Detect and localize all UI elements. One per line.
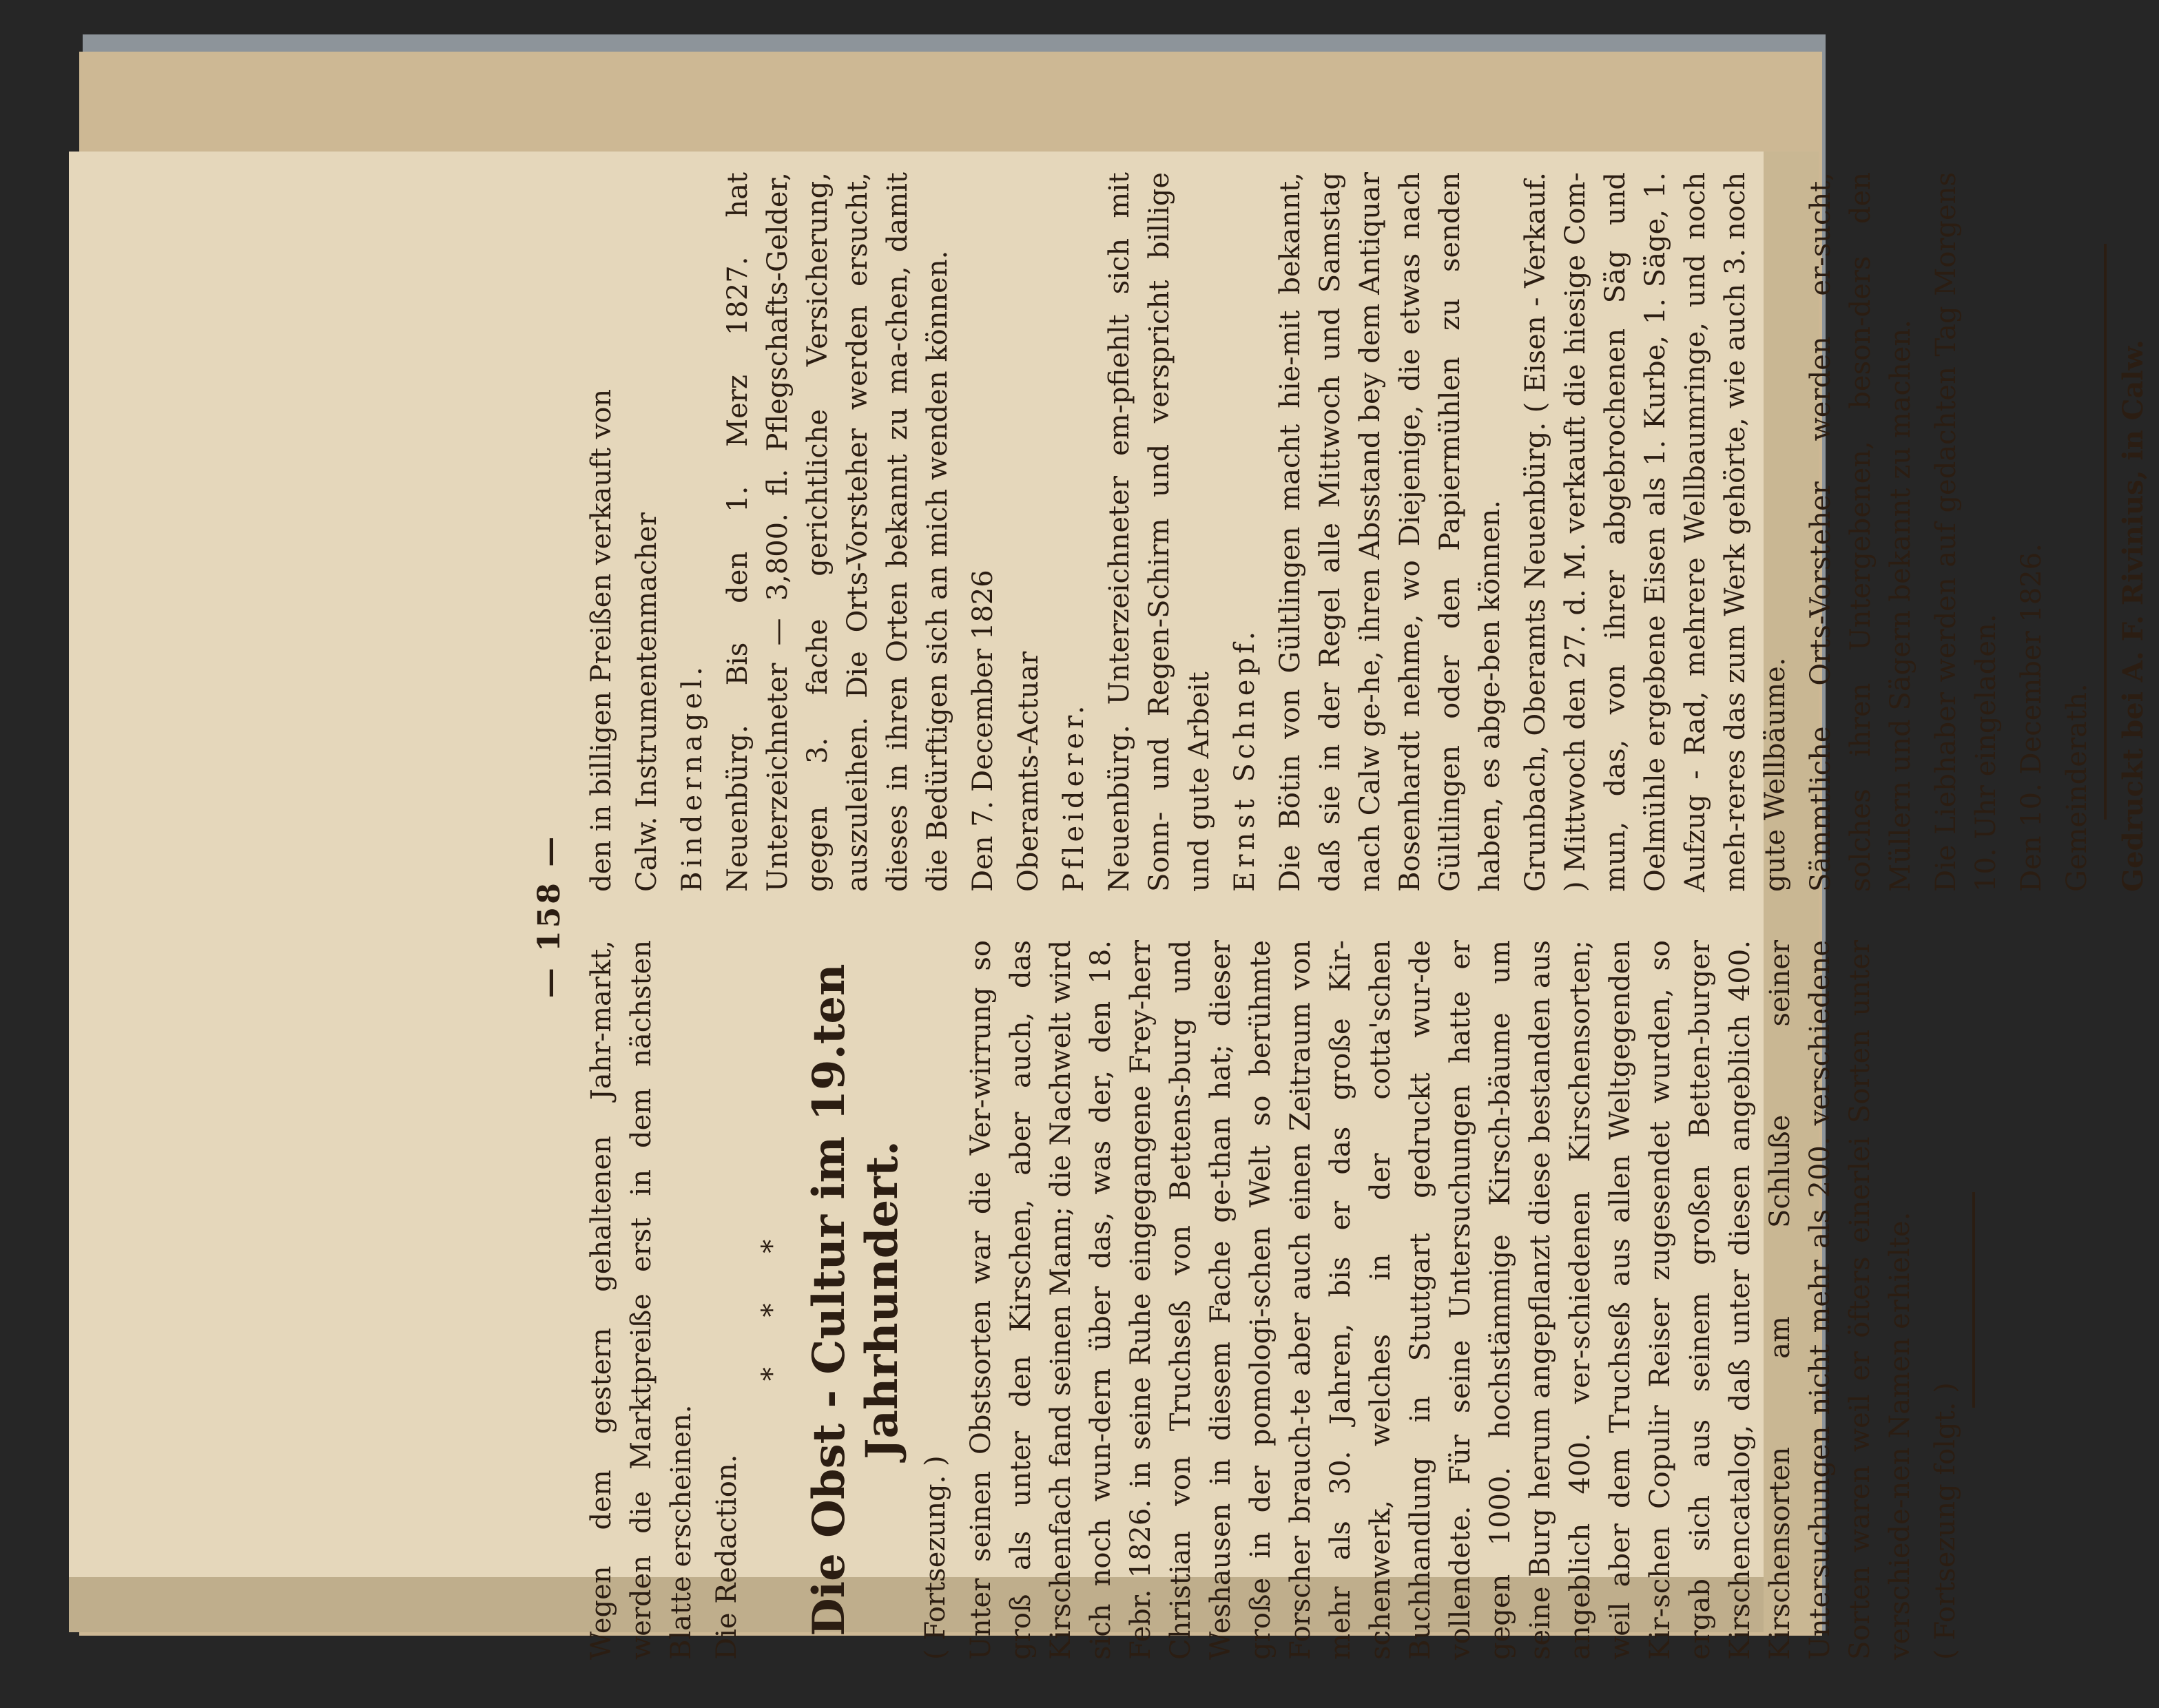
signature-bindernagel: Bindernagel. xyxy=(676,663,708,892)
sale-notice: den in billigen Preißen verkauft von xyxy=(585,388,617,892)
article-heading: Die Obst - Cultur im 19.ten Jahrhundert. xyxy=(803,964,908,1636)
market-notice: Wegen dem gestern gehaltenen Jahr-markt, werden die Marktpreiße erst in dem nächsten Blatte erscheinen. xyxy=(585,940,697,1660)
printer-rule xyxy=(2104,244,2107,820)
printer-line: Gedruckt bei A. F. Rivinius, in Calw. xyxy=(2116,340,2149,892)
loan-notice: Neuenbürg. Bis den 1. Merz 1827. hat Unterzeichneter — 3,800. fl. Pflegschafts-Gelder, gegen 3. fache gerichtliche Versicherung, auszuleihen. Die Orts-Vorsteher werden ersucht, dieses in ihren Orten bekannt zu ma-chen, damit die Bedürftigen sich an mich wenden können. xyxy=(721,172,953,892)
officials-notice: Sämmtliche Orts-Vorsteher werden er-sucht, solches ihren Untergebenen, beson-ders den Müllern und Sägern bekannt zu machen. xyxy=(1804,172,1917,892)
left-column xyxy=(581,940,1983,1660)
to-be-continued: ( Fortsezung folgt. ) xyxy=(1930,1382,1962,1660)
page-number: — 158 — xyxy=(532,833,567,999)
article-body: Unter seinen Obstsorten war die Ver-wirrung so groß als unter den Kirschen, aber auch, das Kirschenfach fand seinen Mann; die Nachwelt wird sich noch wun-dern über das, was der, den 18. Febr. 1826. in seine Ruhe eingegangene Frey-herr Christian von Truchseß von Bettens-burg und Weshausen in diesem Fache ge-than hat; dieser große in der pomologi-schen Welt so berühmte Forscher brauch-te aber auch einen Zeitraum von mehr als 30. Jahren, bis er das große Kir-schenwerk, welches in der cotta'schen Buchhandlung in Stuttgart gedruckt wur-de vollendete. Für seine Untersuchungen hatte er gegen 1000. hochstämmige Kirsch-bäume um seine Burg herum angepflanzt diese bestanden aus angeblich 400. ver-schiedenen Kirschensorten; weil aber dem Truchseß aus allen Weltgegenden Kir-schen Copulir Reiser zugesendet wurden, so ergab sich aus seinem großen Betten-burger Kirschencatalog, daß unter diesen angeblich 400. Kirschensorten am Schluße seiner Untersuchungen nicht mehr als 200. verschiedene Sorten waren weil er öfters einerlei Sorten unter verschiede-nen Namen erhielte. xyxy=(965,940,1917,1660)
separator-stars: * * * xyxy=(756,1218,788,1382)
end-rule xyxy=(1972,1192,1975,1408)
two-columns xyxy=(581,172,2159,1660)
invitation-notice: Die Liebhaber werden auf gedachten Tag Morgens 10. Uhr eingeladen. xyxy=(1930,172,2002,892)
signature-schnepf: Ernst Schnepf. xyxy=(1228,627,1261,892)
continuation-note: ( Fortsezung. ) xyxy=(920,1455,952,1660)
page-content xyxy=(500,124,2149,1708)
signature-title: Oberamts-Actuar xyxy=(1012,651,1044,892)
signature-redaction: Die Redaction. xyxy=(710,1454,743,1660)
messenger-notice: Die Bötin von Gültlingen macht hie-mit bekannt, daß sie in der Regel alle Mittwoch und Samstag nach Calw ge-he, ihren Absstand bey dem Antiquar Bosenhardt nehme, wo Diejenige, die etwas nach Gültlingen oder den Papiermühlen zu senden haben, es abge-ben können. xyxy=(1274,172,1506,892)
signature-gemeinderath: Gemeinderath. xyxy=(2060,683,2093,892)
umbrella-notice: Neuenbürg. Unterzeichneter em-pfiehlt sich mit Sonn- und Regen-Schirm und verspricht billige und gute Arbeit xyxy=(1103,172,1215,892)
signature-pfleiderer: Pfleiderer. xyxy=(1057,701,1090,892)
sale-notice-place: Calw. Instrumentenmacher xyxy=(630,512,663,892)
iron-sale-notice: Grunbach, Oberamts Neuenbürg. ( Eisen - Verkauf. ) Mittwoch den 27. d. M. verkauft die hiesige Com-mun, das, von ihrer abgebrochenen Säg und Oelmühle ergebene Eisen als 1. Kurbe, 1. Säge, 1. Aufzug - Rad, mehrere Wellbaumringe, und noch meh-reres das zum Werk gehörte, wie auch 3. noch gute Wellbäume. xyxy=(1519,172,1791,892)
date-2: Den 10. December 1826. xyxy=(2015,543,2047,892)
rotated-page xyxy=(500,124,2149,1708)
date-1: Den 7. December 1826 xyxy=(967,570,999,892)
right-column xyxy=(581,172,2159,892)
